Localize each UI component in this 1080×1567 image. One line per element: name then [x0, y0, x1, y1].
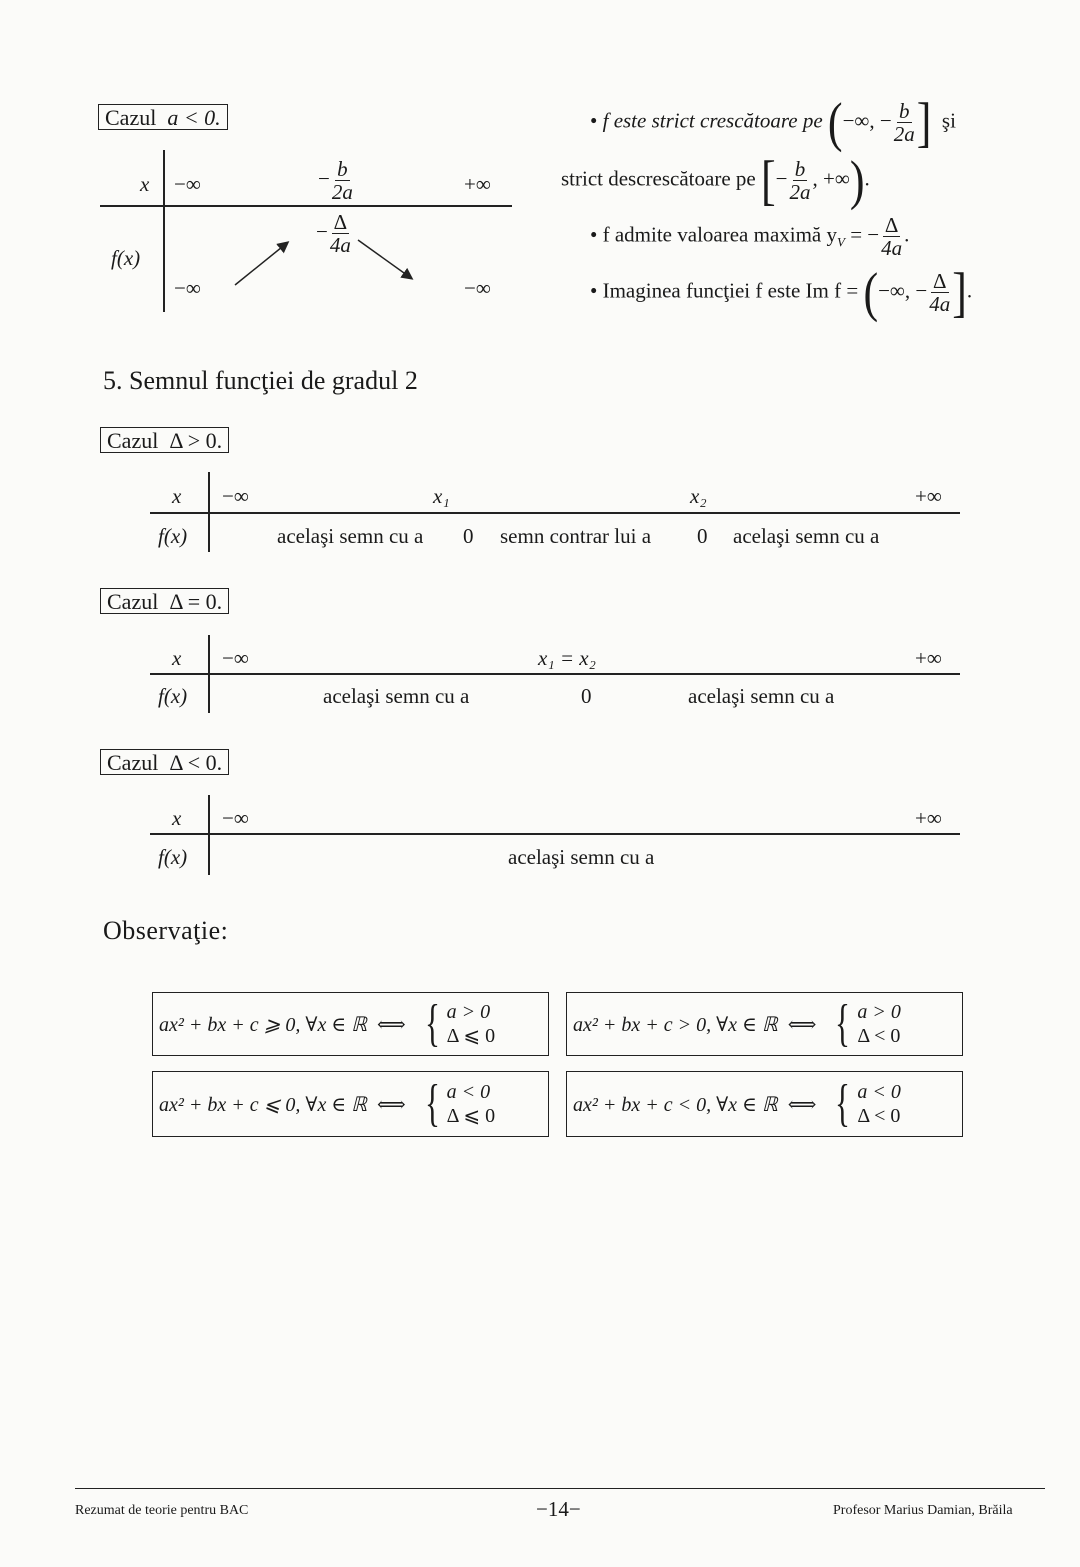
x-cell: −∞: [222, 646, 249, 670]
x-cell: +∞: [915, 484, 942, 508]
fx-cell: acelaşi semn cu a: [733, 524, 880, 548]
case-condition: a < 0.: [167, 105, 221, 130]
x-cell: −∞: [222, 806, 249, 830]
fx-right: −∞: [464, 276, 491, 300]
fx-label: f(x): [111, 246, 141, 270]
fx-left: −∞: [174, 276, 201, 300]
observation-title: Observaţie:: [103, 916, 229, 945]
bullet-image: • Imaginea funcţiei f este Im f = (−∞, − $\frac{\Delta}{4a}$ ].: [590, 261, 973, 323]
x-label: x: [172, 806, 182, 830]
x-label: x: [172, 646, 182, 670]
page-number: −14−: [536, 1497, 581, 1521]
case-label-box: [98, 104, 228, 130]
fx-cell: acelaşi semn cu a: [323, 684, 470, 708]
vertex-y: − $\frac{\Delta}{4a}$: [316, 210, 351, 258]
table-vertical-line: [163, 150, 165, 312]
fx-label: f(x): [158, 524, 188, 548]
fx-cell: acelaşi semn cu a: [277, 524, 424, 548]
x-label: x: [172, 484, 182, 508]
x-cell: x₂: [690, 484, 707, 508]
x-cell: x₁: [433, 484, 450, 508]
fx-cell: semn contrar lui a: [500, 524, 652, 548]
x-right: +∞: [464, 172, 491, 196]
fx-cell: 0: [697, 524, 708, 548]
case-label: Cazul: [105, 105, 157, 130]
bullet-increasing: • f este strict crescătoare pe (−∞, − $\frac{b}{2a}$ ] şi: [590, 91, 956, 153]
fx-cell: 0: [463, 524, 474, 548]
footer-left: Rezumat de teorie pentru BAC: [75, 1503, 249, 1518]
equivalence-box: ax² + bx + c < 0, ∀x ∈ ℝ ⟺ { a < 0 Δ < 0: [566, 1071, 963, 1137]
arrows: [225, 230, 425, 290]
bullet-maximum: • f admite valoarea maximă $y_V$ = − $\frac{\Delta}{4a}$ .: [590, 213, 910, 261]
section-title: 5. Semnul funcţiei de gradul 2: [103, 366, 418, 395]
fx-cell: acelaşi semn cu a: [688, 684, 835, 708]
bullet-decreasing: strict descrescătoare pe [− $\frac{b}{2a}$ , +∞).: [561, 149, 870, 211]
vertex-x: − $\frac{b}{2a}$: [318, 157, 353, 205]
increasing-arrow-icon: [235, 243, 287, 285]
x-label: x: [140, 172, 150, 196]
x-cell: +∞: [915, 646, 942, 670]
fx-label: f(x): [158, 684, 188, 708]
x-left: −∞: [174, 172, 201, 196]
x-cell: +∞: [915, 806, 942, 830]
fx-label: f(x): [158, 845, 188, 869]
equivalence-box: ax² + bx + c ⩽ 0, ∀x ∈ ℝ ⟺ { a < 0 Δ ⩽ 0: [152, 1071, 549, 1137]
equivalence-box: ax² + bx + c ⩾ 0, ∀x ∈ ℝ ⟺ { a > 0 Δ ⩽ 0: [152, 992, 549, 1056]
decreasing-arrow-icon: [358, 240, 411, 278]
x-cell: x₁ = x₂: [538, 646, 596, 670]
x-cell: −∞: [222, 484, 249, 508]
footer-right: Profesor Marius Damian, Brăila: [833, 1503, 1013, 1518]
fx-cell: acelaşi semn cu a: [508, 845, 655, 869]
equivalence-box: ax² + bx + c > 0, ∀x ∈ ℝ ⟺ { a > 0 Δ < 0: [566, 992, 963, 1056]
table-horizontal-line: [100, 205, 512, 207]
footer-rule: [75, 1488, 1045, 1489]
fx-cell: 0: [581, 684, 592, 708]
